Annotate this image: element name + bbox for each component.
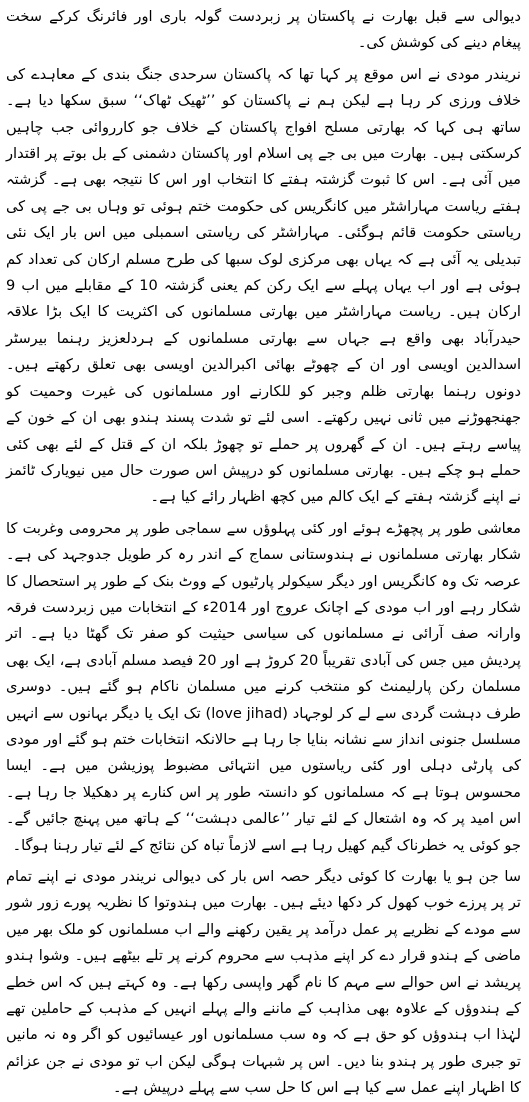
article-paragraph-2: نریندر مودی نے اس موقع پر کہا تھا کہ پاکستان سرحدی جنگ بندی کے معاہدے کی خلاف ورزی کر رہا ہے لیکن ہم نے پاکستان کو ’’ٹھیک ٹھاک‘‘ سبق سکھا دیا ہے۔ ساتھ ہی کہا کہ بھارتی مسلح افواج پاکستان کے خلاف جو کارروائی جب چاہیں کرسکتی ہیں۔ بھارت میں بی جے پی اسلام اور پاکستان دشمنی کے بل بوتے پر اقتدار میں آئی ہے۔ اس کا ثبوت گزشتہ ہفتے کا انتخاب اور اس کا نتیجہ بھی ہے۔ گزشتہ ہفتے ریاست مہاراشٹر میں کانگریس کی حکومت ختم ہوئی تو وہاں بی جے پی کی ریاستی حکومت قائم ہوگئی۔ مہاراشٹر کی ریاستی اسمبلی میں اس بار ایک نئی تبدیلی یہ آئی ہے کہ یہاں بھی مرکزی لوک سبھا کی طرح مسلم ارکان کی تعداد کم ہوئی ہے اور اب یہاں پہلے سے ایک رکن کم یعنی گزشتہ 10 کے مقابلے میں اب 9 ارکان ہیں۔ ریاست مہاراشٹر میں بھارتی مسلمانوں کی اکثریت کا ایک بڑا علاقہ حیدرآباد بھی واقع ہے جہاں سے بھارتی مسلمانوں کے ہردلعزیز رہنما بیرسٹر اسدالدین اویسی اور ان کے چھوٹے بھائی اکبرالدین اویسی بھی تعلق رکھتے ہیں۔ دونوں رہنما بھارتی ظلم وجبر کو للکارنے اور مسلمانوں کی غیرت وحمیت کو جھنجھوڑنے میں ثانی نہیں رکھتے۔ اسی لئے تو شدت پسند ہندو بھی ان کے خون کے پیاسے رہتے ہیں۔ ان کے گھروں پر حملے تو چھوڑ بلکہ ان کے قتل کے لئے بھی کئی حملے ہو چکے ہیں۔ بھارتی مسلمانوں کو درپیش اس صورت حال میں نیویارک ٹائمز نے اپنے گزشتہ ہفتے کے ایک کالم میں کچھ اظہار رائے کیا ہے۔: [6, 65, 521, 506]
article-paragraph-4: سا جن ہو یا بھارت کا کوئی دیگر حصہ اس بار کی دیوالی نریندر مودی نے اپنے تمام تر پر پرزے خوب کھول کر دکھا دیئے ہیں۔ بھارت میں ہندوتوا کا نظریہ پورے زور شور سے مودے کے نظریے پر عمل درآمد پر یقین رکھنے والے اب مسلمانوں کو ملک بھر میں ماضی کے ہندو قرار دے کر اپنے مذہب سے محروم کرنے پر تلے بیٹھے ہیں۔ وشوا ہندو پریشد نے اس حوالے سے مہم کا نام گھر واپسی رکھا ہے۔ وہ کہتے ہیں کہ اس خطے کے ہندوؤں کے علاوہ بھی مذاہب کے ماننے والے پہلے انہیں کے مذہب کے حاملین تھے لہٰذا اب ہندوؤں کو حق ہے کہ وہ سب مسلمانوں اور عیسائیوں کو اگر وہ نہ مانیں تو جبری طور پر ہندو بنا دیں۔ اس پر شبہات ہوگی لیکن اب تو مودی نے جن عزائم کا اظہار اپنے عمل سے کیا ہے اس کا حل سب سے پہلے درپیش ہے۔: [6, 868, 521, 1097]
article-paragraph-1: دیوالی سے قبل بھارت نے پاکستان پر زبردست گولہ باری اور فائرنگ کرکے سخت پیغام دینے کی کوشش کی۔: [6, 8, 521, 52]
article-paragraph-3: معاشی طور پر پچھڑے ہوئے اور کئی پہلوؤں سے سماجی طور پر محرومی وغربت کا شکار بھارتی مسلمانوں نے ہندوستانی سماج کے اندر رہ کر طویل جدوجہد کی ہے۔ عرصہ تک وہ کانگریس اور دیگر سیکولر پارٹیوں کے ووٹ بنک کے طور پر استحصال کا شکار رہے اور اب مودی کے اچانک عروج اور 2014ء کے انتخابات میں زبردست فرقہ وارانہ صف آرائی نے مسلمانوں کی سیاسی حیثیت کو صفر تک گھٹا دیا ہے۔ اتر پردیش میں جس کی آبادی تقریباً 20 کروڑ ہے اور 20 فیصد مسلم آبادی ہے، ایک بھی مسلمان رکن پارلیمنٹ کو منتخب کرنے میں مسلمان ناکام ہو گئے ہیں۔ دوسری طرف دہشت گردی سے لے کر لوجہاد (love jihad) تک ایک یا دیگر بہانوں سے انہیں مسلسل جنونی انداز سے نشانہ بنایا جا رہا ہے حالانکہ انتخابات ختم ہو گئے اور مودی کی پارٹی دہلی اور کئی ریاستوں میں انتہائی مضبوط پوزیشن میں ہے۔ ایسا محسوس ہوتا ہے کہ مسلمانوں کو دانستہ طور پر اس کنارے پر دھکیلا جا رہا ہے۔ اس امید پر کہ وہ اشتعال کے لئے تیار ’’عالمی دہشت‘‘ کے ہاتھ میں پہنچ جائیں گے۔ جو کوئی یہ خطرناک گیم کھیل رہا ہے اسے لازماً تباہ کن نتائج کے لئے تیار رہنا ہوگا۔: [6, 519, 521, 854]
